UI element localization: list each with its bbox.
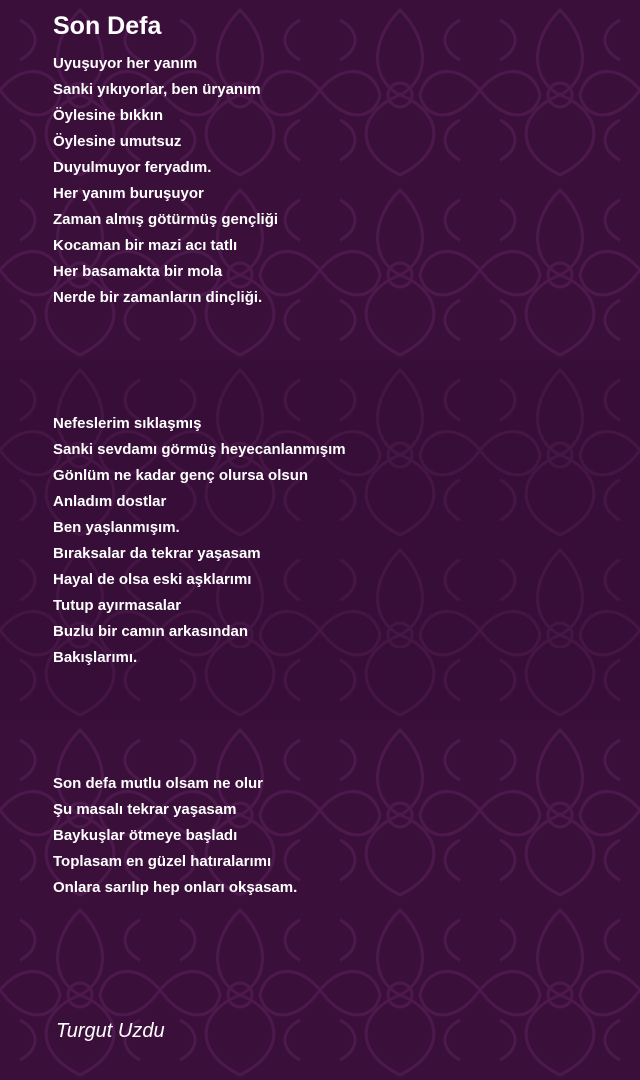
poem-line: Anladım dostlar [53, 493, 167, 510]
poem-line: Ben yaşlanmışım. [53, 519, 180, 536]
poem-line: Onlara sarılıp hep onları okşasam. [53, 879, 298, 896]
poem-line: Toplasam en güzel hatıralarımı [53, 853, 272, 870]
poem-line: Sanki yıkıyorlar, ben üryanım [53, 81, 261, 98]
poem-line: Kocaman bir mazi acı tatlı [53, 237, 238, 254]
poem-line: Bıraksalar da tekrar yaşasam [53, 545, 261, 562]
poem-line: Gönlüm ne kadar genç olursa olsun [53, 467, 309, 484]
poem-line: Duyulmuyor feryadım. [53, 159, 212, 176]
poem-line: Öylesine bıkkın [53, 107, 164, 124]
poem-line: Buzlu bir camın arkasından [53, 623, 249, 640]
poem-line: Baykuşlar ötmeye başladı [53, 827, 238, 844]
poem-line: Bakışlarımı. [53, 649, 138, 666]
poem-line: Şu masalı tekrar yaşasam [53, 801, 237, 818]
poem-line: Uyuşuyor her yanım [53, 55, 198, 72]
stanza-3 [53, 771, 613, 901]
poem-line: Her basamakta bir mola [53, 263, 223, 280]
poem-line: Son defa mutlu olsam ne olur [53, 775, 264, 792]
poem-line: Tutup ayırmasalar [53, 597, 182, 614]
poem-line: Nerde bir zamanların dinçliği. [53, 289, 263, 306]
poem-line: Öylesine umutsuz [53, 133, 182, 150]
stanza-2 [53, 411, 613, 671]
poem-title: Son Defa [53, 12, 162, 40]
poem-line: Sanki sevdamı görmüş heyecanlanmışım [53, 441, 346, 458]
stanza-1 [53, 51, 613, 311]
poem-line: Hayal de olsa eski aşklarımı [53, 571, 252, 588]
poem-line: Her yanım buruşuyor [53, 185, 204, 202]
poem-line: Zaman almış götürmüş gençliği [53, 211, 279, 228]
poem-line: Nefeslerim sıklaşmış [53, 415, 202, 432]
poem-author: Turgut Uzdu [56, 1020, 165, 1042]
